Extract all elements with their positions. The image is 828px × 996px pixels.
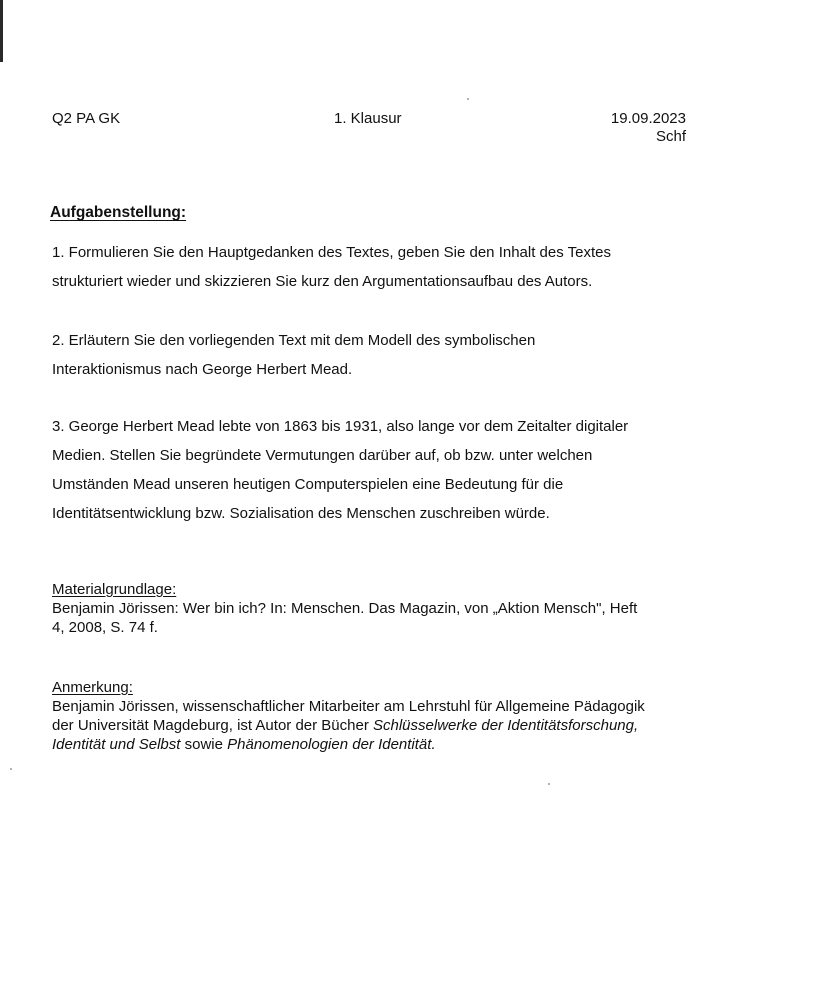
scan-speck [548,783,550,785]
material-line: Benjamin Jörissen: Wer bin ich? In: Menschen. Das Magazin, von „Aktion Mensch", Heft [52,600,638,617]
material-line: 4, 2008, S. 74 f. [52,619,158,636]
book-title: Phänomenologien der Identität. [227,736,436,753]
task-2-line: 2. Erläutern Sie den vorliegenden Text mit dem Modell des symbolischen [52,332,536,349]
scan-speck [467,98,469,100]
task-2-line: Interaktionismus nach George Herbert Mead. [52,361,353,378]
task-3-line: Umständen Mead unseren heutigen Computerspielen eine Bedeutung für die [52,476,564,493]
teacher-initials: Schf [655,128,686,145]
author-note [52,678,752,754]
scan-border-mark [0,0,3,62]
task-1 [52,238,772,296]
task-1-line: strukturiert wieder und skizzieren Sie kurz den Argumentationsaufbau des Autors. [52,273,593,290]
material-label: Materialgrundlage: [52,581,177,598]
exam-date: 19.09.2023 [610,110,686,127]
note-line [52,735,752,754]
book-title: Schlüsselwerke der Identitätsforschung, [373,717,639,734]
exam-label: 1. Klausur [334,110,402,127]
task-3 [52,412,772,528]
note-line: Benjamin Jörissen, wissenschaftlicher Mitarbeiter am Lehrstuhl für Allgemeine Pädagogik [52,698,645,715]
task-1-line: 1. Formulieren Sie den Hauptgedanken des Textes, geben Sie den Inhalt des Textes [52,244,611,261]
note-label: Anmerkung: [52,679,133,696]
note-text: der Universität Magdeburg, ist Autor der Bücher [52,717,373,734]
task-3-line: Identitätsentwicklung bzw. Sozialisation des Menschen zuschreiben würde. [52,505,550,522]
material-source [52,580,752,637]
assignment-heading: Aufgabenstellung: [50,204,187,221]
task-2 [52,326,772,384]
task-3-line: Medien. Stellen Sie begründete Vermutungen darüber auf, ob bzw. unter welchen [52,447,593,464]
scan-speck [10,768,12,770]
note-text: sowie [180,736,228,753]
book-title: Identität und Selbst [52,736,181,753]
note-line [52,716,752,735]
course-label: Q2 PA GK [52,110,121,127]
date-teacher-block [611,110,686,146]
task-3-line: 3. George Herbert Mead lebte von 1863 bis 1931, also lange vor dem Zeitalter digitaler [52,418,629,435]
